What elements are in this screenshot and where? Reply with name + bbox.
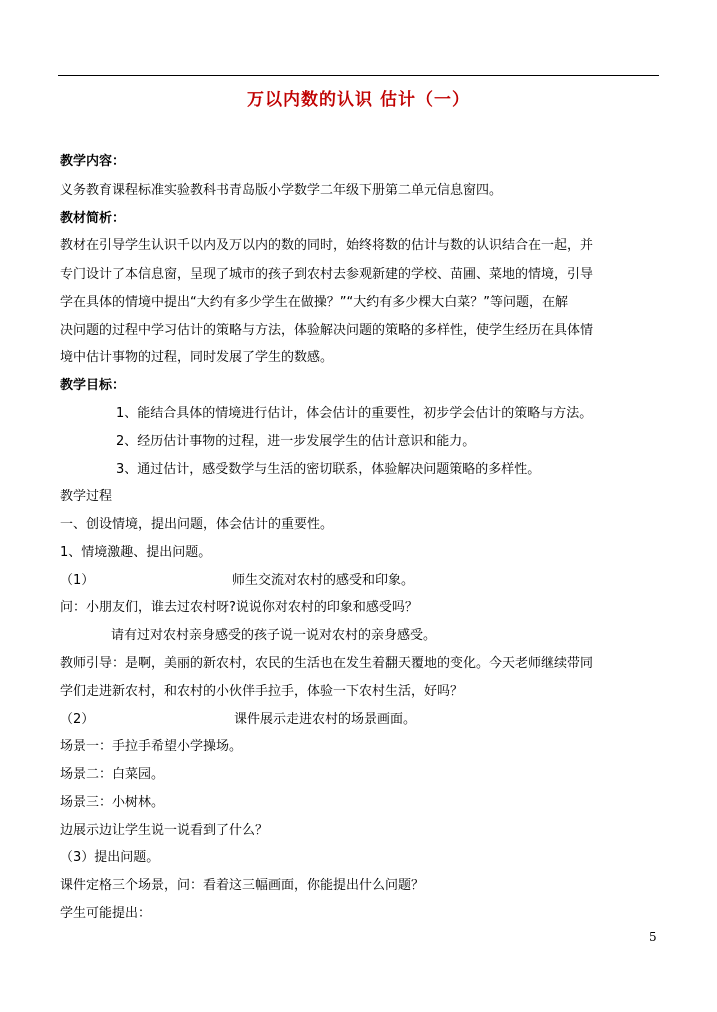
page-number: 5 bbox=[649, 930, 657, 944]
content-heading: 教学内容： bbox=[60, 154, 126, 169]
analysis-line-1: 教材在引导学生认识千以内及万以内的数的同时，始终将数的估计与数的认识结合在一起，并 bbox=[60, 238, 594, 253]
goal-1: 1、能结合具体的情境进行估计，体会估计的重要性，初步学会估计的策略与方法。 bbox=[116, 406, 593, 421]
goal-3: 3、通过估计，感受数学与生活的密切联系，体验解决问题策略的多样性。 bbox=[116, 462, 541, 477]
process-heading: 教学过程 bbox=[60, 489, 113, 504]
item-2-number: （2） bbox=[60, 712, 95, 727]
analysis-line-5: 境中估计事物的过程，同时发展了学生的数感。 bbox=[60, 350, 334, 365]
step-one: 一、创设情境，提出问题，体会估计的重要性。 bbox=[60, 517, 334, 532]
header-rule bbox=[58, 75, 659, 76]
guide-line-1: 教师引导：是啊，美丽的新农村，农民的生活也在发生着翻天覆地的变化。今天老师继续带同 bbox=[60, 656, 594, 671]
item-2-text: 课件展示走进农村的场景画面。 bbox=[234, 712, 417, 727]
step-1: 1、情境激趣、提出问题。 bbox=[60, 545, 212, 560]
question-line: 问：小朋友们，谁去过农村呀?说说你对农村的印象和感受吗？ bbox=[60, 600, 418, 615]
scene-3: 场景三：小树林。 bbox=[60, 795, 165, 810]
goal-2: 2、经历估计事物的过程，进一步发展学生的估计意识和能力。 bbox=[116, 434, 476, 449]
invite-line: 请有过对农村亲身感受的孩子说一说对农村的亲身感受。 bbox=[111, 628, 437, 643]
analysis-line-3: 学在具体的情境中提出“大约有多少学生在做操？”“大约有多少棵大白菜？”等问题，在解 bbox=[60, 295, 568, 310]
analysis-line-4: 决问题的过程中学习估计的策略与方法，体验解决问题的策略的多样性，使学生经历在具体情 bbox=[60, 323, 594, 338]
analysis-heading: 教材简析： bbox=[60, 211, 126, 226]
scene-1: 场景一：手拉手希望小学操场。 bbox=[60, 739, 243, 754]
freeze-line: 课件定格三个场景，问：看着这三幅画面，你能提出什么问题？ bbox=[60, 878, 425, 893]
item-3: （3）提出问题。 bbox=[60, 850, 160, 865]
content-text: 义务教育课程标准实验教科书青岛版小学数学二年级下册第二单元信息窗四。 bbox=[60, 183, 503, 198]
guide-line-2: 学们走进新农村，和农村的小伙伴手拉手，体验一下农村生活，好吗？ bbox=[60, 684, 464, 699]
show-line: 边展示边让学生说一说看到了什么？ bbox=[60, 823, 269, 838]
page-title: 万以内数的认识 估计（一） bbox=[247, 90, 470, 110]
scene-2: 场景二：白菜园。 bbox=[60, 767, 165, 782]
analysis-line-2: 专门设计了本信息窗，呈现了城市的孩子到农村去参观新建的学校、苗圃、菜地的情境，引导 bbox=[60, 267, 594, 282]
item-1-number: （1） bbox=[60, 573, 95, 588]
item-1-text: 师生交流对农村的感受和印象。 bbox=[232, 573, 415, 588]
students-line: 学生可能提出： bbox=[60, 906, 152, 921]
goals-heading: 教学目标： bbox=[60, 378, 126, 393]
